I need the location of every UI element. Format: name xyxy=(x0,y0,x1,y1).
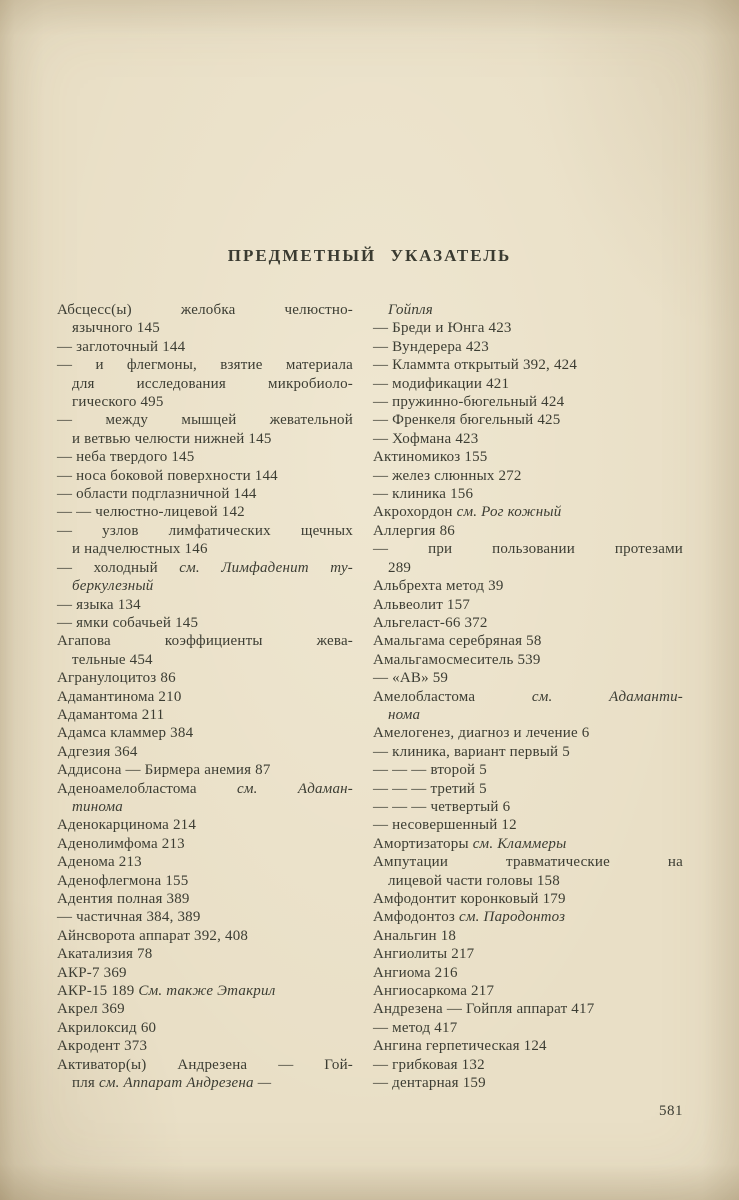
entry-text: АКР-7 369 xyxy=(57,964,127,981)
cross-reference-text: см. Адаман- xyxy=(236,780,353,797)
entry-text: Аллергия 86 xyxy=(373,522,455,539)
index-entry xyxy=(373,688,683,725)
index-line xyxy=(57,356,353,374)
index-line xyxy=(57,1074,353,1092)
entry-text: пля xyxy=(72,1075,99,1092)
entry-text: лицевой части головы 158 xyxy=(388,872,560,889)
index-line xyxy=(57,1037,353,1055)
entry-text: язычного 145 xyxy=(72,320,160,337)
index-line xyxy=(373,559,683,577)
entry-text: Ангиолиты 217 xyxy=(373,946,475,963)
entry-text: и надчелюстных 146 xyxy=(72,541,208,558)
index-line xyxy=(373,761,683,779)
index-entry xyxy=(57,467,353,485)
index-entry xyxy=(373,1074,683,1092)
entry-text: Адамантинома 210 xyxy=(57,688,182,705)
entry-text: — при пользовании протезами xyxy=(373,541,683,558)
index-column-right xyxy=(373,301,683,1092)
entry-text: — пружинно-бюгельный 424 xyxy=(373,394,565,411)
index-entry xyxy=(57,503,353,521)
index-line xyxy=(57,964,353,982)
index-line xyxy=(373,743,683,761)
entry-text: — грибковая 132 xyxy=(373,1056,485,1073)
entry-text: Абсцесс(ы) желобка челюстно- xyxy=(57,302,353,318)
index-line xyxy=(373,872,683,890)
index-line xyxy=(373,982,683,1000)
entry-text: — желез слюнных 272 xyxy=(373,467,522,484)
index-entry xyxy=(373,393,683,411)
index-entry xyxy=(57,596,353,614)
index-entry xyxy=(57,411,353,448)
index-line xyxy=(57,467,353,485)
index-entry xyxy=(373,319,683,337)
index-entry xyxy=(373,798,683,816)
index-entry xyxy=(57,338,353,356)
index-line xyxy=(57,559,353,577)
cross-reference-text: нома xyxy=(388,706,421,723)
index-entry xyxy=(373,1056,683,1074)
entry-text: — клиника 156 xyxy=(373,486,474,503)
entry-text: Амальгамосмеситель 539 xyxy=(373,651,541,668)
entry-text: тельные 454 xyxy=(72,651,153,668)
index-title: ПРЕДМЕТНЫЙ УКАЗАТЕЛЬ xyxy=(227,246,512,265)
index-entry xyxy=(373,1019,683,1037)
index-entry xyxy=(373,356,683,374)
entry-text: — и флегмоны, взятие материала xyxy=(57,357,353,374)
index-line xyxy=(57,835,353,853)
index-line xyxy=(57,982,353,1000)
index-entry xyxy=(373,375,683,393)
entry-text: — Хофмана 423 xyxy=(373,430,479,447)
index-entry xyxy=(373,816,683,834)
index-line xyxy=(57,614,353,632)
entry-text: Ампутации травматические на xyxy=(373,854,683,871)
index-entry xyxy=(57,485,353,503)
index-entry xyxy=(57,669,353,687)
index-entry xyxy=(373,964,683,982)
index-entry xyxy=(57,706,353,724)
index-entry xyxy=(373,540,683,577)
index-line xyxy=(373,669,683,687)
entry-text: Аденофлегмона 155 xyxy=(57,872,189,889)
index-entry xyxy=(373,982,683,1000)
index-line xyxy=(373,375,683,393)
index-line xyxy=(57,485,353,503)
entry-text: Акрохордон xyxy=(373,504,457,521)
index-line xyxy=(57,890,353,908)
entry-text: Аденокарцинома 214 xyxy=(57,817,197,834)
index-entry xyxy=(373,945,683,963)
index-entry xyxy=(373,1000,683,1018)
index-entry xyxy=(373,577,683,595)
index-entry xyxy=(373,485,683,503)
entry-text: Актиномикоз 155 xyxy=(373,449,488,466)
index-entry xyxy=(373,411,683,429)
cross-reference-text: см. Пародонтоз xyxy=(459,909,566,926)
index-entry xyxy=(373,614,683,632)
entry-text: Активатор(ы) Андрезена — Гой- xyxy=(57,1056,353,1073)
entry-text: Аденоамелобластома xyxy=(57,780,237,797)
index-line xyxy=(373,927,683,945)
entry-text: — «АВ» 59 xyxy=(373,670,449,687)
entry-text: Альбрехта метод 39 xyxy=(373,578,504,595)
index-line xyxy=(57,853,353,871)
index-entry xyxy=(57,522,353,559)
entry-text: Ангина герпетическая 124 xyxy=(373,1038,547,1055)
index-entry xyxy=(57,1056,353,1093)
index-line xyxy=(57,1000,353,1018)
index-line xyxy=(373,816,683,834)
index-entry xyxy=(373,596,683,614)
index-line xyxy=(373,522,683,540)
index-line xyxy=(57,908,353,926)
index-line xyxy=(373,835,683,853)
index-entry xyxy=(57,301,353,338)
entry-text: — метод 417 xyxy=(373,1019,458,1036)
entry-text: — — — третий 5 xyxy=(373,780,487,797)
index-line xyxy=(373,1074,683,1092)
index-line xyxy=(373,338,683,356)
index-line xyxy=(373,853,683,871)
index-line xyxy=(57,669,353,687)
index-line xyxy=(373,1019,683,1037)
index-columns xyxy=(57,301,683,1092)
cross-reference-text: см. Рог кожный xyxy=(456,504,562,521)
index-entry xyxy=(373,927,683,945)
index-entry xyxy=(373,467,683,485)
index-line xyxy=(57,743,353,761)
index-line xyxy=(57,632,353,650)
index-entry xyxy=(373,503,683,521)
entry-text: Акрел 369 xyxy=(57,1001,125,1018)
entry-text: Акродент 373 xyxy=(57,1038,148,1055)
index-line xyxy=(57,375,353,393)
index-entry xyxy=(373,338,683,356)
entry-text: — узлов лимфатических щечных xyxy=(57,522,353,539)
entry-text: Амортизаторы xyxy=(373,835,473,852)
entry-text: Айнсворота аппарат 392, 408 xyxy=(57,927,249,944)
entry-text: Аденолимфома 213 xyxy=(57,835,185,852)
index-entry xyxy=(57,890,353,908)
entry-text: Ангиосаркома 217 xyxy=(373,983,495,1000)
entry-text: — дентарная 159 xyxy=(373,1075,486,1092)
index-entry xyxy=(373,448,683,466)
index-entry xyxy=(373,301,683,319)
index-entry xyxy=(57,632,353,669)
index-line xyxy=(57,798,353,816)
index-line xyxy=(373,632,683,650)
entry-text: Агапова коэффициенты жева- xyxy=(57,633,353,650)
index-line xyxy=(57,448,353,466)
entry-text: — — челюстно-лицевой 142 xyxy=(57,504,245,521)
index-entry xyxy=(373,780,683,798)
index-line xyxy=(373,798,683,816)
entry-text: — ямки собачьей 145 xyxy=(57,614,199,631)
index-entry xyxy=(373,651,683,669)
entry-text: — холодный xyxy=(57,559,180,576)
index-line xyxy=(373,411,683,429)
index-line xyxy=(57,522,353,540)
cross-reference-text: Гойпля xyxy=(388,302,433,318)
entry-text: — области подглазничной 144 xyxy=(57,486,257,503)
index-line xyxy=(57,503,353,521)
index-entry xyxy=(57,853,353,871)
index-entry xyxy=(373,632,683,650)
index-line xyxy=(57,411,353,429)
index-entry xyxy=(57,908,353,926)
index-line xyxy=(373,890,683,908)
index-line xyxy=(57,724,353,742)
index-line xyxy=(373,780,683,798)
index-entry xyxy=(373,522,683,540)
index-line xyxy=(57,816,353,834)
index-entry xyxy=(373,908,683,926)
index-line xyxy=(57,872,353,890)
entry-text: — Вундерера 423 xyxy=(373,338,489,355)
index-entry xyxy=(373,743,683,761)
index-line xyxy=(373,945,683,963)
entry-text: — носа боковой поверхности 144 xyxy=(57,467,278,484)
index-entry xyxy=(373,1037,683,1055)
entry-text: — — — второй 5 xyxy=(373,762,487,779)
entry-text: Акрилоксид 60 xyxy=(57,1019,157,1036)
index-entry xyxy=(373,430,683,448)
index-line xyxy=(57,338,353,356)
entry-text: Амелогенез, диагноз и лечение 6 xyxy=(373,725,590,742)
index-line xyxy=(373,503,683,521)
index-column-left xyxy=(57,301,353,1092)
index-entry xyxy=(57,356,353,411)
entry-text: Ангиома 216 xyxy=(373,964,458,981)
index-entry xyxy=(57,559,353,596)
entry-text: Андрезена — Гойпля аппарат 417 xyxy=(373,1001,595,1018)
entry-text: и ветвью челюсти нижней 145 xyxy=(72,430,272,447)
page-number: 581 xyxy=(659,1103,683,1119)
cross-reference-text: см. Аппарат Андрезена — xyxy=(98,1075,272,1092)
index-entry xyxy=(57,982,353,1000)
entry-text: гического 495 xyxy=(72,394,164,411)
index-entry xyxy=(57,816,353,834)
index-entry xyxy=(57,448,353,466)
index-entry xyxy=(373,853,683,890)
index-entry xyxy=(57,614,353,632)
entry-text: — между мышцей жевательной xyxy=(57,412,353,429)
index-entry xyxy=(57,1019,353,1037)
entry-text: Адентия полная 389 xyxy=(57,891,190,907)
index-entry xyxy=(57,1037,353,1055)
index-line xyxy=(373,301,683,319)
index-line xyxy=(373,1000,683,1018)
index-line xyxy=(57,393,353,411)
index-entry xyxy=(57,1000,353,1018)
index-line xyxy=(373,688,683,706)
index-line xyxy=(373,577,683,595)
index-entry xyxy=(57,688,353,706)
cross-reference-text: см. Кламмеры xyxy=(472,835,567,852)
cross-reference-text: беркулезный xyxy=(72,578,154,595)
index-line xyxy=(373,319,683,337)
entry-text: Амфодонтит коронковый 179 xyxy=(373,891,566,907)
index-line xyxy=(373,706,683,724)
entry-text: Анальгин 18 xyxy=(373,927,457,944)
entry-text: Акатализия 78 xyxy=(57,946,153,963)
entry-text: — несовершенный 12 xyxy=(373,817,517,834)
entry-text: — клиника, вариант первый 5 xyxy=(373,743,570,760)
index-line xyxy=(57,1056,353,1074)
cross-reference-text: см. Лимфаденит ту- xyxy=(179,559,353,576)
index-line xyxy=(57,780,353,798)
index-line xyxy=(373,467,683,485)
index-line xyxy=(57,761,353,779)
entry-text: Адамса кламмер 384 xyxy=(57,725,194,742)
index-line xyxy=(57,301,353,319)
index-entry xyxy=(57,927,353,945)
index-line xyxy=(373,1056,683,1074)
index-line xyxy=(373,1037,683,1055)
index-entry xyxy=(57,743,353,761)
index-line xyxy=(57,706,353,724)
index-line xyxy=(373,485,683,503)
entry-text: — Френкеля бюгельный 425 xyxy=(373,412,561,429)
index-entry xyxy=(57,780,353,817)
index-entry xyxy=(373,835,683,853)
index-line xyxy=(57,430,353,448)
index-entry xyxy=(373,761,683,779)
entry-text: Альгеласт-66 372 xyxy=(373,614,488,631)
index-line xyxy=(57,1019,353,1037)
index-entry xyxy=(57,872,353,890)
index-line xyxy=(373,651,683,669)
index-line xyxy=(57,596,353,614)
cross-reference-text: См. также Этакрил xyxy=(138,983,276,1000)
index-line xyxy=(57,577,353,595)
entry-text: Амелобластома xyxy=(373,688,532,705)
entry-text: — — — четвертый 6 xyxy=(373,798,511,815)
index-line xyxy=(373,614,683,632)
index-line xyxy=(373,724,683,742)
entry-text: 289 xyxy=(388,559,412,576)
cross-reference-text: тинома xyxy=(72,798,123,815)
index-line xyxy=(57,927,353,945)
cross-reference-text: см. Адаманти- xyxy=(531,688,683,705)
index-entry xyxy=(57,724,353,742)
index-entry xyxy=(57,835,353,853)
index-line xyxy=(373,596,683,614)
entry-text: АКР-15 189 xyxy=(57,983,139,1000)
entry-text: Агранулоцитоз 86 xyxy=(57,670,176,687)
index-entry xyxy=(57,945,353,963)
entry-text: — языка 134 xyxy=(57,596,141,613)
index-line xyxy=(373,356,683,374)
index-line xyxy=(57,688,353,706)
index-line xyxy=(57,319,353,337)
index-line xyxy=(373,908,683,926)
index-line xyxy=(57,651,353,669)
entry-text: — модификации 421 xyxy=(373,375,510,392)
entry-text: Аддисона — Бирмера анемия 87 xyxy=(57,762,271,779)
index-entry xyxy=(373,724,683,742)
entry-text: Альвеолит 157 xyxy=(373,596,471,613)
entry-text: — неба твердого 145 xyxy=(57,449,195,466)
index-entry xyxy=(373,669,683,687)
index-line xyxy=(373,964,683,982)
index-line xyxy=(373,430,683,448)
index-line xyxy=(373,393,683,411)
index-entry xyxy=(373,890,683,908)
entry-text: для исследования микробиоло- xyxy=(72,375,353,392)
index-entry xyxy=(57,964,353,982)
index-line xyxy=(57,945,353,963)
entry-text: Адгезия 364 xyxy=(57,743,138,760)
entry-text: Адамантома 211 xyxy=(57,706,165,723)
entry-text: — Кламмта открытый 392, 424 xyxy=(373,357,578,374)
entry-text: — Бреди и Юнга 423 xyxy=(373,320,512,337)
index-line xyxy=(373,448,683,466)
index-line xyxy=(57,540,353,558)
entry-text: — частичная 384, 389 xyxy=(57,909,201,926)
entry-text: Аденома 213 xyxy=(57,854,142,871)
index-line xyxy=(373,540,683,558)
index-entry xyxy=(57,761,353,779)
entry-text: Амфодонтоз xyxy=(373,909,460,926)
entry-text: — заглоточный 144 xyxy=(57,338,186,355)
entry-text: Амальгама серебряная 58 xyxy=(373,633,542,650)
